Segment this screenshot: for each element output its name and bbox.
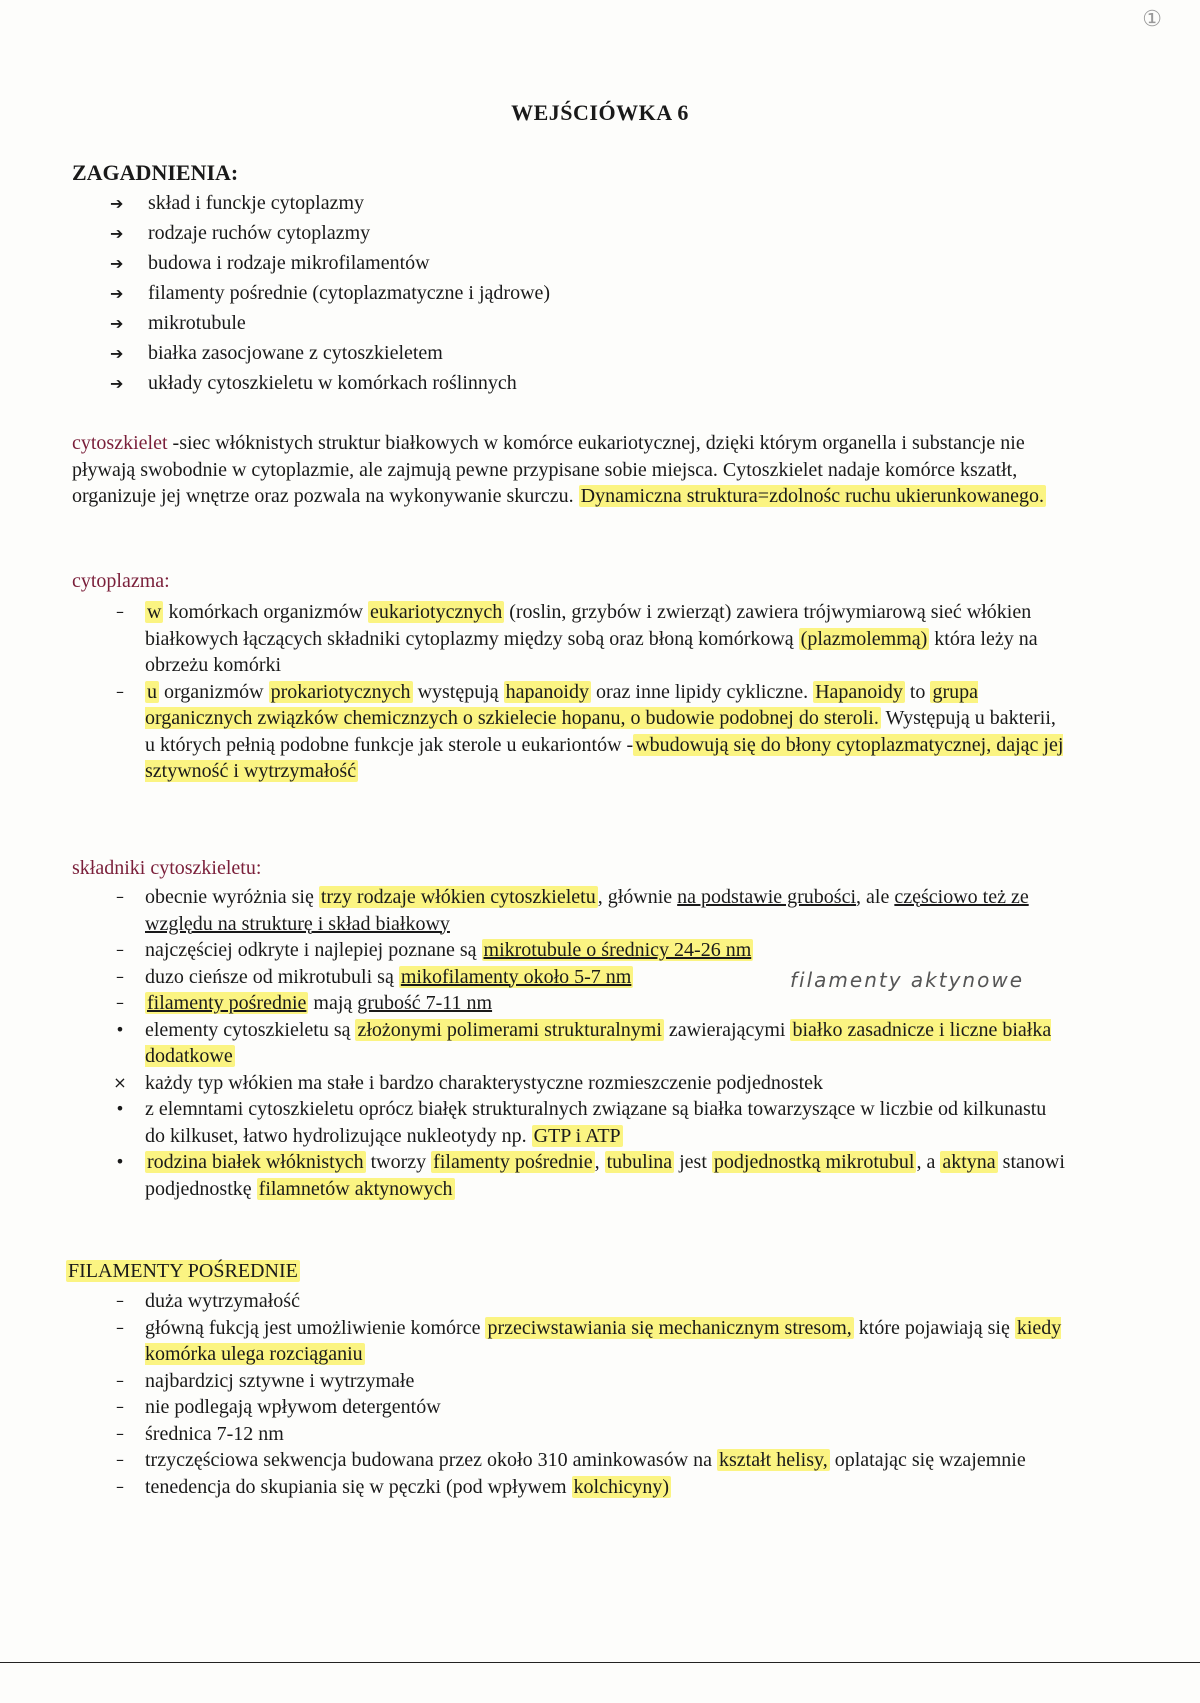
dash-icon: – bbox=[116, 966, 124, 986]
components-label: składniki cytoszkieletu: bbox=[72, 857, 262, 879]
text: główną fukcją jest umożliwienie komórce bbox=[145, 1316, 486, 1339]
text: duża wytrzymałość bbox=[145, 1290, 300, 1312]
cytoplasm-list bbox=[105, 599, 1065, 785]
dash-icon: – bbox=[116, 887, 124, 906]
hl-text: FILAMENTY POŚREDNIE bbox=[68, 1260, 298, 1282]
topic-text: filamenty pośrednie (cytoplazmatyczne i jądrowe) bbox=[148, 282, 551, 304]
hl-text: tubulina bbox=[606, 1151, 673, 1173]
cytoskeleton-definition bbox=[72, 430, 1062, 510]
hl-text: białko zasadnicze i liczne białka dodatkowe bbox=[145, 1018, 1052, 1067]
text: , bbox=[594, 1151, 605, 1173]
underlined-text: grubość 7-11 nm bbox=[357, 992, 493, 1014]
hl-text: grupa organicznych związków chemicznzych o szkielecie hopanu, o budowie podobnej do steroli. bbox=[145, 680, 978, 729]
list-item bbox=[105, 1394, 1065, 1421]
underlined-text: na podstawie grubości bbox=[677, 886, 857, 908]
hl-text: u bbox=[147, 680, 157, 703]
text: z elemntami cytoszkieletu oprócz białęk strukturalnych związane są białka towarzyszące w liczbie od kilkunastu do kilkuset, łatwo hydrolizujące nukleotydy np. bbox=[145, 1098, 1047, 1147]
topic-text: rodzaje ruchów cytoplazmy bbox=[148, 222, 371, 244]
arrow-icon: ➔ bbox=[110, 194, 124, 213]
text: każdy typ włókien ma stałe i bardzo charakterystyczne rozmieszczenie podjednostek bbox=[145, 1071, 824, 1094]
page-title: WEJŚCIÓWKA 6 bbox=[511, 100, 689, 125]
text: które pojawiają się bbox=[853, 1316, 1015, 1339]
bullet-icon: • bbox=[115, 1152, 125, 1171]
list-item bbox=[105, 990, 1065, 1017]
arrow-icon: ➔ bbox=[110, 314, 124, 333]
text: to bbox=[904, 680, 931, 703]
list-item bbox=[105, 1149, 1065, 1202]
hl-text: prokariotycznych bbox=[270, 680, 411, 703]
text: obecnie wyróżnia się bbox=[145, 886, 319, 908]
hl-text: złożonymi polimerami strukturalnymi bbox=[357, 1018, 662, 1041]
text: która leży na obrzeżu komórki bbox=[145, 627, 1038, 676]
list-item bbox=[105, 599, 1065, 679]
dash-icon: – bbox=[116, 1317, 124, 1337]
text: trzyczęściowa sekwencja budowana przez około 310 aminkowasów na bbox=[145, 1449, 718, 1471]
text: duzo cieńsze od mikrotubuli są bbox=[145, 965, 399, 988]
hl-text: mikrotubule o średnicy 24-26 nm bbox=[483, 939, 752, 961]
hl-text: trzy rodzaje włókien cytoszkieletu bbox=[320, 886, 596, 908]
topic-text: układy cytoszkieletu w komórkach roślinnych bbox=[148, 372, 517, 394]
hl-text: hapanoidy bbox=[505, 680, 589, 703]
list-item bbox=[110, 248, 550, 278]
hl-text: filamenty pośrednie bbox=[147, 992, 307, 1014]
text: , ale bbox=[856, 886, 895, 908]
list-item bbox=[105, 1315, 1065, 1368]
hl-text: przeciwstawiania się mechanicznym stresom, bbox=[487, 1316, 852, 1339]
definition-text: -siec włóknistych struktur białkowych w komórce eukariotycznej, dzięki którym organella i substancje nie pływają swobodnie w cytoplazmie, ale zajmują pewne przypisane sobie miejsca. Cytoszkielet nadaje komórce kszatłt, organizuje jej wnętrze oraz pozwala na wykonywanie skurczu. bbox=[72, 432, 1025, 507]
list-item bbox=[110, 218, 550, 248]
dash-icon: – bbox=[116, 1291, 124, 1310]
text: Występują u bakterii, u których pełnią podobne funkcje jak sterole u eukariontów - bbox=[145, 707, 1056, 756]
arrow-icon: ➔ bbox=[110, 374, 124, 393]
page-bottom-divider bbox=[0, 1662, 1200, 1663]
text: mają bbox=[308, 992, 358, 1014]
text: , głównie bbox=[597, 886, 678, 908]
list-item bbox=[105, 1447, 1065, 1474]
text: tworzy bbox=[365, 1151, 432, 1173]
text: komórkach organizmów bbox=[163, 601, 369, 623]
list-item bbox=[110, 188, 550, 218]
components-list bbox=[105, 884, 1065, 1202]
bullet-icon: • bbox=[115, 1019, 125, 1039]
topic-text: budowa i rodzaje mikrofilamentów bbox=[148, 252, 430, 274]
hl-text: podjednostką mikrotubul bbox=[713, 1151, 915, 1173]
list-item bbox=[105, 1474, 1065, 1501]
text: jest bbox=[674, 1151, 712, 1173]
topic-text: białka zasocjowane z cytoszkieletem bbox=[148, 342, 443, 364]
intermediate-heading bbox=[66, 1260, 300, 1283]
dash-icon: – bbox=[116, 1397, 124, 1416]
text: średnica 7-12 nm bbox=[145, 1422, 284, 1445]
hl-text: Hapanoidy bbox=[815, 680, 903, 703]
list-item bbox=[105, 1017, 1065, 1070]
list-item bbox=[105, 937, 1065, 964]
list-item bbox=[110, 278, 550, 308]
list-item bbox=[105, 1096, 1065, 1149]
hl-text: (plazmolemmą) bbox=[800, 627, 928, 650]
topics-heading: ZAGADNIENIA: bbox=[72, 160, 239, 185]
list-item bbox=[105, 1288, 1065, 1315]
hl-text: filamnetów aktynowych bbox=[258, 1177, 453, 1200]
star-icon: × bbox=[113, 1072, 127, 1092]
underlined-text: częściowo też ze względu na strukturę i skład białkowy bbox=[145, 886, 1029, 935]
list-item bbox=[105, 1070, 1065, 1097]
hl-text: mikofilamenty około 5-7 nm bbox=[400, 965, 632, 988]
text: najbardzicj sztywne i wytrzymałe bbox=[145, 1369, 415, 1392]
text: stanowi podjednostkę bbox=[145, 1151, 1065, 1200]
dash-icon: – bbox=[116, 993, 124, 1012]
dash-icon: – bbox=[116, 940, 124, 959]
hl-text: filamenty pośrednie bbox=[433, 1151, 593, 1173]
intermediate-list bbox=[105, 1288, 1065, 1500]
list-item bbox=[105, 679, 1065, 785]
text: elementy cytoszkieletu są bbox=[145, 1018, 356, 1041]
hl-text: GTP i ATP bbox=[533, 1124, 621, 1147]
dash-icon: – bbox=[116, 602, 124, 621]
text: (roslin, grzybów i zwierząt) zawiera trójwymiarową sieć włókien białkowych łączących składniki cytoplazmy między sobą oraz błoną komórkową bbox=[145, 601, 1032, 650]
arrow-icon: ➔ bbox=[110, 224, 124, 243]
arrow-icon: ➔ bbox=[110, 344, 124, 363]
hl-text: kolchicyny) bbox=[573, 1475, 670, 1498]
list-item bbox=[105, 1368, 1065, 1395]
list-item bbox=[105, 1421, 1065, 1448]
text: oraz inne lipidy cykliczne. bbox=[590, 680, 814, 703]
hl-text: wbudowują się do błony cytoplazmatycznej, dając jej sztywność i wytrzymałość bbox=[145, 733, 1064, 782]
hl-text: eukariotycznych bbox=[370, 601, 503, 623]
hl-text: w bbox=[147, 601, 162, 623]
dash-icon: – bbox=[116, 1476, 124, 1496]
hl-text: aktyna bbox=[942, 1151, 996, 1173]
list-item bbox=[110, 368, 550, 398]
list-item bbox=[110, 308, 550, 338]
text: tenedencja do skupiania się w pęczki (pod wpływem bbox=[145, 1475, 572, 1498]
definition-term: cytoszkielet bbox=[72, 432, 168, 454]
definition-highlight: Dynamiczna struktura=zdolnośc ruchu ukierunkowanego. bbox=[580, 485, 1044, 507]
arrow-icon: ➔ bbox=[110, 284, 124, 303]
handwritten-note: filamenty aktynowe bbox=[790, 968, 1024, 992]
text: występują bbox=[412, 680, 504, 703]
topics-list bbox=[110, 188, 550, 398]
page-number-mark: ① bbox=[1142, 6, 1162, 31]
dash-icon: – bbox=[116, 1450, 124, 1469]
hl-text: kształt helisy, bbox=[719, 1449, 828, 1471]
text: zawierającymi bbox=[663, 1018, 791, 1041]
text: , a bbox=[916, 1151, 941, 1173]
cytoplasm-label: cytoplazma: bbox=[72, 570, 170, 592]
dash-icon: – bbox=[116, 1423, 124, 1443]
topic-text: skład i funckje cytoplazmy bbox=[148, 192, 365, 214]
text: oplatając się wzajemnie bbox=[829, 1449, 1026, 1471]
hl-text: rodzina białek włóknistych bbox=[147, 1151, 364, 1173]
list-item bbox=[110, 338, 550, 368]
bullet-icon: • bbox=[115, 1099, 125, 1118]
hl-text: kiedy komórka ulega rozciąganiu bbox=[145, 1316, 1062, 1365]
list-item bbox=[105, 884, 1065, 937]
text: najczęściej odkryte i najlepiej poznane są bbox=[145, 939, 482, 961]
text: organizmów bbox=[159, 680, 269, 703]
arrow-icon: ➔ bbox=[110, 254, 124, 273]
dash-icon: – bbox=[116, 681, 124, 701]
dash-icon: – bbox=[116, 1370, 124, 1390]
topic-text: mikrotubule bbox=[148, 312, 246, 334]
text: nie podlegają wpływom detergentów bbox=[145, 1396, 441, 1418]
